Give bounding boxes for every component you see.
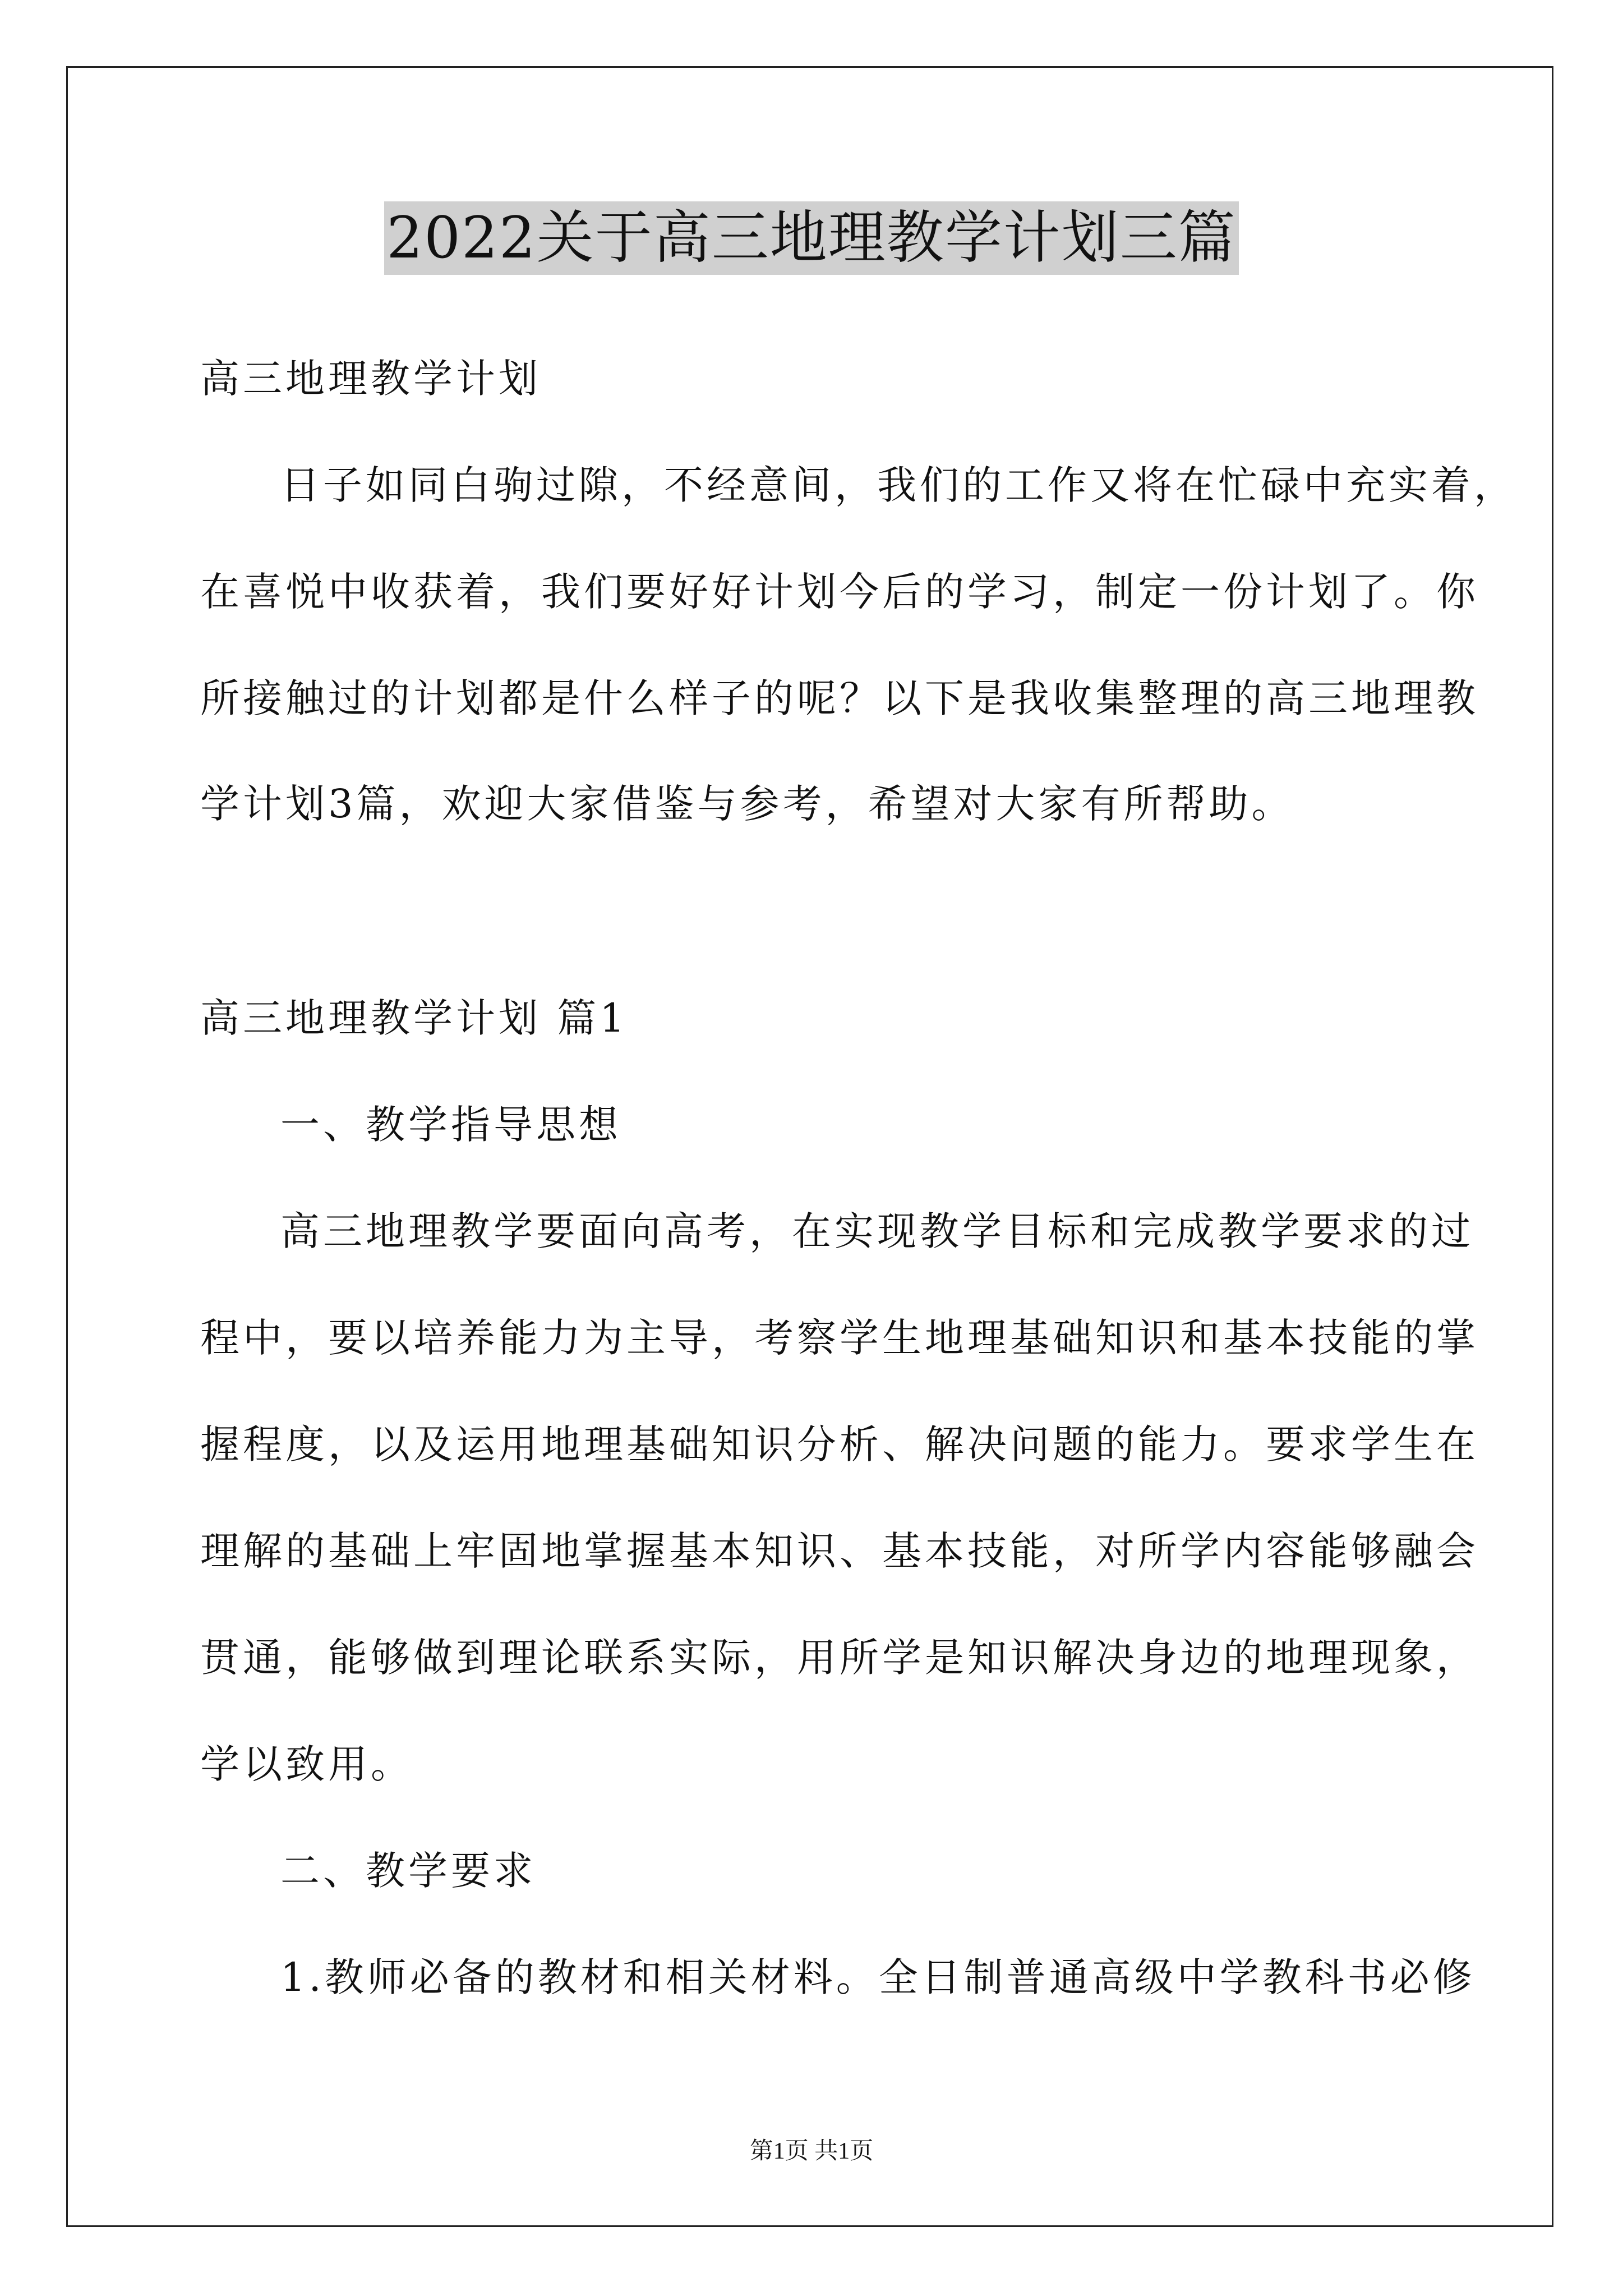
section1-paragraph-line: 贯通，能够做到理论联系实际，用所学是知识解决身边的地理现象， [200,1635,1479,1681]
section1-paragraph-line: 学以致用。 [200,1741,413,1787]
section1-paragraph-line: 握程度，以及运用地理基础知识分析、解决问题的能力。要求学生在 [200,1421,1479,1467]
section1-paragraph-line: 程中，要以培养能力为主导，考察学生地理基础知识和基本技能的掌 [200,1315,1479,1361]
page-footer: 第1页 共1页 [749,2138,874,2164]
document-title-text: 2022关于高三地理教学计划三篇 [384,201,1239,275]
section1-paragraph-line: 高三地理教学要面向高考，在实现教学目标和完成教学要求的过 [280,1208,1474,1254]
intro-paragraph-line: 学计划3篇，欢迎大家借鉴与参考，希望对大家有所帮助。 [200,781,1294,827]
section2-heading: 二、教学要求 [280,1848,536,1894]
intro-paragraph-line: 所接触过的计划都是什么样子的呢？以下是我收集整理的高三地理教 [200,675,1479,721]
document-title [0,199,1623,278]
section2-paragraph-line: 1.教师必备的教材和相关材料。全日制普通高级中学教科书必修 [280,1954,1476,2000]
part1-heading: 高三地理教学计划 篇1 [200,995,628,1041]
section1-heading: 一、教学指导思想 [280,1102,621,1148]
intro-paragraph-line: 日子如同白驹过隙，不经意间，我们的工作又将在忙碌中充实着， [280,462,1516,508]
intro-paragraph-line: 在喜悦中收获着，我们要好好计划今后的学习，制定一份计划了。你 [200,569,1479,615]
intro-heading: 高三地理教学计划 [200,356,541,402]
section1-paragraph-line: 理解的基础上牢固地掌握基本知识、基本技能，对所学内容能够融会 [200,1528,1479,1574]
